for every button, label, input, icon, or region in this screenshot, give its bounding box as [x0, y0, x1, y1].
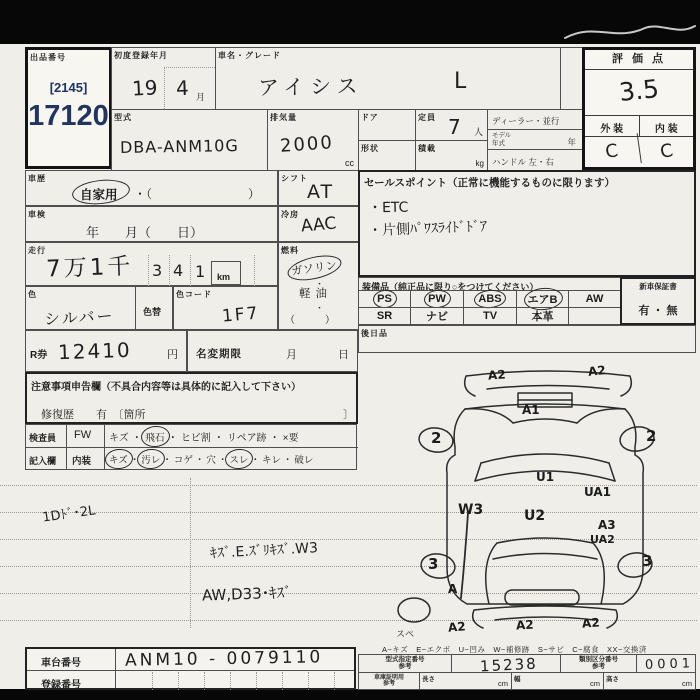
- equip-tv: [463, 307, 517, 325]
- warranty-label: 新車保証書: [639, 282, 677, 291]
- mileage-man-value: 7万1千: [45, 253, 134, 283]
- history-value: 自家用: [80, 188, 118, 202]
- name-change-label: 名変期限: [196, 348, 242, 360]
- r-ticket-value: 12410: [57, 337, 133, 365]
- sales-point-box: [358, 170, 696, 277]
- sales-point-item: ・片側ﾊﾟﾜｽﾗｲﾄﾞﾄﾞｱ: [367, 218, 488, 240]
- damage-mark-hood: A1: [522, 403, 540, 417]
- equip-airbag: [516, 290, 569, 308]
- fuel-cell: [278, 242, 359, 330]
- opt-sep: ・: [162, 455, 172, 466]
- wheel-mark-fr: 2: [646, 427, 657, 445]
- length-cell: [419, 672, 512, 690]
- shaken-label: 車検: [28, 210, 46, 219]
- opt-sep: ・: [250, 455, 260, 466]
- capacity-cell: [415, 109, 488, 141]
- shift-label: シフト: [281, 174, 308, 183]
- int-opt: キレ: [261, 455, 281, 466]
- equip-sr-label: SR: [376, 310, 393, 322]
- exterior-label: 外 装: [585, 116, 640, 136]
- mileage-label: 走行: [28, 246, 46, 255]
- load-unit: kg: [475, 159, 484, 168]
- equipment-header-cell: [358, 277, 621, 291]
- fw-opt: キズ: [109, 432, 129, 444]
- color-code-value: 1F7: [221, 303, 261, 327]
- exterior-value: C: [583, 133, 641, 170]
- dealer-cell: [487, 109, 583, 130]
- width-cell: [511, 672, 604, 690]
- month-unit: 月: [196, 92, 206, 102]
- fuel-sep: ・: [315, 303, 325, 313]
- reg-grid-line: [152, 672, 153, 690]
- equip-airbag-label: エアB: [528, 291, 558, 307]
- shaken-text: 年 月（ 日）: [86, 225, 204, 240]
- equip-tv-label: TV: [482, 310, 498, 322]
- name-change-day: 日: [338, 349, 349, 361]
- equip-leather: [516, 307, 569, 325]
- ac-cell: [278, 206, 359, 242]
- opt-sep: ・: [269, 432, 280, 444]
- capacity-label: 定員: [418, 113, 436, 122]
- later-items-cell: [358, 325, 696, 353]
- handwritten-note: ｷｽﾞ.E.ｽﾞﾘｷｽﾞ.W3: [209, 540, 319, 562]
- registration-label: 登録番号: [41, 680, 81, 691]
- equipment-header: 装備品（純正品に限り○をつけてください）: [362, 282, 539, 292]
- garage-cert-label: 車庫証明用: [373, 674, 404, 681]
- car-name-value: アイシス: [257, 74, 364, 100]
- sales-point-header: セールスポイント（正常に機能するものに限ります）: [364, 177, 616, 189]
- equip-aw-label: AW: [585, 293, 604, 305]
- history-circle-mark: [71, 177, 131, 207]
- handwritten-note: 1Dﾄﾞ･2L: [41, 503, 97, 526]
- reg-grid-line: [230, 672, 231, 690]
- equip-ps: [358, 290, 411, 308]
- name-change-cell: [187, 330, 358, 372]
- capacity-unit: 人: [473, 127, 483, 137]
- mileage-grid-line: [254, 255, 255, 286]
- lot-label: 出品番号: [30, 53, 66, 62]
- chassis-label: 車台番号: [41, 658, 81, 669]
- first-reg-year-value: 19: [131, 75, 159, 101]
- car-name-label: 車名・グレード: [218, 51, 281, 60]
- mileage-unit: km: [217, 272, 231, 282]
- type-number-value-cell: [451, 654, 561, 676]
- handwritten-note: AW,D33･ｷｽﾞ: [201, 583, 292, 605]
- interior-label: 内 装: [654, 124, 678, 135]
- int-opt-circled: キズ: [109, 452, 128, 466]
- class-number-value: 0001: [644, 656, 695, 673]
- lot-number-box: [25, 47, 112, 169]
- interior-options-row: [104, 448, 358, 470]
- r-ticket-cell: [25, 330, 187, 372]
- model-code-value: DBA-ANM10G: [119, 135, 239, 158]
- shape-cell: [358, 140, 416, 171]
- equip-aw: [568, 290, 621, 308]
- lot-bracket: [2145]: [49, 80, 88, 95]
- chassis-value: ANM10 - 0079110: [124, 647, 324, 671]
- repair-history-close: 〕: [343, 409, 354, 421]
- handle-label: ハンドル 左・右: [492, 157, 554, 167]
- mileage-grid-line: [148, 255, 149, 286]
- scan-scribble: [560, 20, 700, 44]
- ruled-divider: [190, 478, 191, 628]
- equip-sr: [358, 307, 411, 325]
- int-opt: コゲ: [173, 455, 193, 466]
- history-paren-open: ・（: [134, 187, 153, 201]
- reg-grid-line: [334, 672, 335, 690]
- opt-sep: ・: [213, 432, 224, 444]
- int-opt: 破レ: [294, 455, 314, 466]
- model-year-label1: モデル: [492, 132, 512, 139]
- chassis-table: [25, 647, 356, 690]
- car-diagram: [385, 363, 697, 649]
- model-year-unit: 年: [567, 137, 576, 147]
- spare-tire: [398, 598, 430, 622]
- fw-opt: ヒビ割: [180, 432, 211, 444]
- class-number-label: 類別区分番号: [579, 655, 618, 663]
- color-change-cell: [135, 286, 173, 330]
- mileage-grid-line: [190, 255, 191, 286]
- model-label: 型式: [114, 113, 132, 122]
- damage-mark-front-left: A2: [487, 367, 507, 383]
- fw-label: FW: [74, 429, 92, 441]
- door-label: ドア: [361, 113, 379, 122]
- history-paren-close: ）: [248, 187, 261, 201]
- opt-sep: ・: [167, 432, 178, 444]
- load-cell: [415, 140, 488, 171]
- type-number-value: 15238: [479, 654, 539, 676]
- reference-label: 参考: [592, 662, 605, 670]
- opt-sep: ・: [217, 455, 228, 466]
- int-opt-circled: 汚レ: [141, 452, 160, 466]
- color-code-cell: [173, 286, 278, 330]
- opt-sep: ・: [282, 455, 293, 466]
- displacement-unit: cc: [345, 158, 354, 168]
- first-registration-cell: [111, 47, 216, 110]
- damage-mark-ua2: UA2: [590, 533, 615, 546]
- mileage-grid-line: [169, 255, 170, 286]
- door-cell: [358, 109, 416, 141]
- reg-grid-line: [308, 672, 309, 690]
- displacement-cell: [267, 109, 359, 171]
- garage-cert-cell: [358, 672, 420, 690]
- fuel-label: 燃料: [281, 246, 299, 255]
- shift-value: AT: [307, 181, 335, 203]
- model-code-cell: [111, 109, 268, 171]
- fuel-diesel-label: 軽油: [299, 288, 332, 300]
- model-year-label2: 年式: [492, 140, 505, 147]
- equip-navi-label: ナビ: [426, 311, 448, 323]
- int-opt: 穴: [206, 455, 216, 466]
- history-cell: [25, 170, 278, 206]
- equip-abs: [463, 290, 517, 308]
- opt-sep: ・: [194, 455, 205, 466]
- color-label: 色: [28, 290, 37, 299]
- fuel-sep: ・: [315, 279, 325, 289]
- equip-ps-label: PS: [377, 293, 392, 305]
- displacement-value: 2000: [279, 132, 335, 157]
- hand-stroke: [461, 513, 468, 598]
- fw-opt: ×要: [282, 432, 299, 444]
- first-reg-month-value: 4: [175, 75, 190, 101]
- r-ticket-label: R券: [30, 350, 48, 361]
- length-label: 長さ: [422, 676, 435, 683]
- score-box: [582, 47, 696, 170]
- fw-opt-circled: 飛石: [145, 429, 165, 444]
- damage-mark-rear-bumper: A2: [447, 619, 467, 635]
- caution-box: [25, 372, 358, 424]
- color-value: シルバー: [43, 306, 115, 329]
- damage-mark-u2: U2: [524, 508, 546, 524]
- cm-unit: cm: [590, 679, 600, 688]
- inspector-table: [25, 424, 357, 470]
- color-code-label: 色コード: [176, 290, 212, 299]
- ac-label: 冷房: [281, 210, 299, 219]
- bottom-black-band: [0, 689, 700, 700]
- equip-pw: [410, 290, 464, 308]
- warranty-box: [620, 277, 696, 325]
- damage-mark-rear-left: A: [448, 582, 458, 596]
- class-number-label-cell: [560, 654, 637, 673]
- damage-legend: A−キズ E−エクボ U−凹み W−補修跡 S−サビ C−腐食 XX−交換済: [382, 645, 647, 654]
- ac-value: AAC: [300, 213, 338, 237]
- score-value: 3.5: [617, 74, 661, 107]
- shift-cell: [278, 170, 359, 206]
- chassis-col-divider: [115, 649, 116, 688]
- fw-options-row: [104, 425, 358, 447]
- displacement-label: 排気量: [270, 113, 297, 122]
- reference-label: 参考: [398, 662, 412, 670]
- cm-unit: cm: [682, 679, 692, 688]
- width-label: 幅: [514, 676, 521, 683]
- lot-number: 17120: [28, 100, 109, 132]
- inspector-row-label-1: 検査員: [29, 433, 57, 443]
- height-cell: [603, 672, 696, 690]
- interior-row-label: 内装: [72, 456, 92, 467]
- reg-grid-line: [256, 672, 257, 690]
- damage-mark-a3: A3: [598, 518, 616, 532]
- mileage-digit: 3: [152, 261, 163, 280]
- model-year-cell: [487, 129, 583, 150]
- mileage-cell: [25, 242, 278, 286]
- name-change-month: 月: [286, 349, 297, 361]
- equip-abs-label: ABS: [478, 293, 502, 305]
- capacity-value: 7: [448, 115, 461, 139]
- score-header: 評 価 点: [585, 50, 693, 70]
- damage-mark-w3: W3: [458, 502, 484, 518]
- car-name-cell: [215, 47, 561, 110]
- equip-pw-label: PW: [428, 293, 446, 305]
- km-box: [211, 261, 241, 285]
- handle-cell: [487, 149, 583, 171]
- reg-grid-line: [178, 672, 179, 690]
- later-items-label: 後日品: [361, 329, 388, 338]
- damage-mark-rear-bumper: A2: [515, 617, 534, 633]
- wheel-mark-rl: 3: [428, 555, 439, 573]
- damage-mark-u1: U1: [536, 470, 555, 484]
- shaken-cell: [25, 206, 278, 242]
- fuel-paren: （ ）: [285, 315, 335, 326]
- equip-navi: [410, 307, 464, 325]
- height-label: 高さ: [606, 676, 619, 683]
- reg-grid-line: [282, 672, 283, 690]
- chassis-row-divider: [27, 670, 354, 671]
- dealer-label: ディーラー・並行: [492, 116, 560, 126]
- sales-point-item: ・ETC: [367, 199, 409, 217]
- type-number-label: 型式指定番号: [385, 655, 425, 663]
- interior-value: C: [658, 140, 675, 163]
- mileage-digit: 1: [195, 262, 206, 281]
- color-change-label: 色替: [143, 307, 162, 317]
- inspector-col-divider: [66, 425, 67, 469]
- wheel-mark-rr: 3: [642, 552, 653, 570]
- history-label: 車歴: [28, 174, 46, 183]
- equip-empty: [568, 307, 621, 325]
- equip-leather-label: 本革: [531, 311, 554, 323]
- cm-unit: cm: [498, 679, 508, 688]
- fuel-gas-value: ガソリン: [290, 257, 338, 279]
- shape-label: 形状: [361, 144, 379, 153]
- opt-sep: ・: [129, 455, 140, 466]
- caution-header: 注意事項申告欄（不具合内容等は具体的に記入して下さい）: [31, 382, 301, 393]
- first-registration-label: 初度登録年月: [114, 51, 168, 60]
- subcell-line: [164, 67, 215, 68]
- class-number-value-cell: [636, 654, 696, 673]
- damage-mark-ua1: UA1: [584, 485, 612, 499]
- reg-grid-line: [204, 672, 205, 690]
- load-label: 積載: [418, 144, 436, 153]
- spare-tire-label: スペ: [396, 630, 415, 640]
- opt-sep: ・: [131, 432, 142, 444]
- damage-mark-rear-bumper: A2: [581, 615, 601, 631]
- warranty-value: 有 ・ 無: [638, 305, 678, 317]
- damage-mark-front-right: A2: [587, 363, 607, 379]
- type-number-label-cell: [358, 654, 452, 673]
- int-opt-circled: スレ: [229, 452, 248, 466]
- wheel-mark-fl: 2: [431, 429, 442, 447]
- subcell-line: [164, 67, 165, 109]
- r-ticket-unit: 円: [167, 349, 178, 361]
- mileage-digit: 4: [173, 261, 184, 280]
- top-black-band: [0, 0, 700, 44]
- repair-history-line: 修復歴 有 〔箇所: [41, 409, 146, 421]
- fw-opt: リペア跡: [226, 432, 267, 444]
- grade-value: L: [454, 69, 467, 94]
- inspector-row-label-2: 記入欄: [29, 456, 57, 466]
- reference-label: 参考: [382, 681, 395, 687]
